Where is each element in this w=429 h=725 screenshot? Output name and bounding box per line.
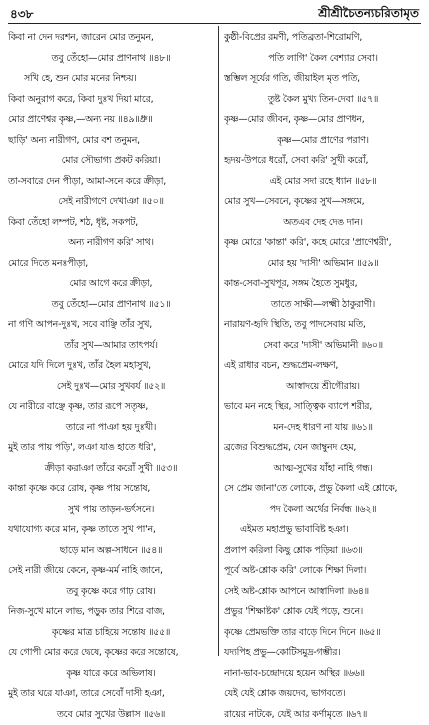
verse-line: সখি হে, শুন মোর মনের নিশ্চয়। [8, 69, 214, 90]
running-title: শ্রীশ্রীচৈতন্যচরিতামৃত [318, 5, 419, 25]
verse-line: এইমত মহাপ্রভু ভাবাবিষ্ট হঞা। [224, 520, 422, 541]
verse-line: কৃষ্ণ যারে করে অভিলাষ। [8, 664, 214, 685]
verse-line: প্রলাপ করিলা কিছু শ্লোক পড়িয়া ॥৬৩॥ [224, 541, 422, 562]
verse-line: কৃষ্ণে প্রেমভক্তি তার বাড়ে দিনে দিনে ॥৬৫॥ [224, 623, 422, 644]
verse-line: কান্তা কৃষ্ণে করে রোষ, কৃষ্ণ পায় সন্তোষ, [8, 479, 214, 500]
verse-line: রায়ের নাটকে, যেই আর কর্ণামৃতে ॥৬৭॥ [224, 705, 422, 725]
verse-line: মোর হয় 'দাসী' অভিমান ॥৫৯॥ [224, 254, 422, 275]
verse-line: অতএব দেহ দেঙ দান। [224, 213, 422, 234]
verse-line: তাতে সাক্ষী—লক্ষ্মী ঠাকুরাণী। [224, 295, 422, 316]
verse-line: ভাবে মন নহে স্থির, সাত্ত্বিক ব্যাপে শরীর, [224, 397, 422, 418]
verse-line: না গণি আপন-দুঃখ, সবে বাঞ্ছি তাঁর সুখ, [8, 315, 214, 336]
verse-line: ক্রীড়া করাঞা তাঁরে করোঁ সুখী ॥৫৩॥ [8, 459, 214, 480]
left-column [8, 28, 214, 725]
verse-line: হৃদয়-উপরে ধরোঁ, সেবা করি' সুখী করোঁ, [224, 151, 422, 172]
verse-line: তাঁর সুখ—আমার তাৎপর্য। [8, 336, 214, 357]
verse-line: সেই দুঃখ—মোর সুখবর্য ॥৫২॥ [8, 377, 214, 398]
verse-line: ছাড়ে মান অল্প-সাধনে ॥৫৪॥ [8, 541, 214, 562]
verse-line: সেই নারীগণে দেখাঞা ॥৫০॥ [8, 192, 214, 213]
verse-line: তবু তেঁহো—মোর প্রাণনাথ ॥৫১॥ [8, 295, 214, 316]
page-number: ৪৩৮ [10, 6, 33, 26]
verse-line: কিবা অনুরাগ করে, কিবা দুঃখ দিয়া মারে, [8, 90, 214, 111]
verse-line: তবে মোর সুখের উল্লাস ॥৫৬॥ [8, 705, 214, 725]
verse-line: কান্ত-সেবা-সুখপূর, সঙ্গম হৈতে সুমধুর, [224, 274, 422, 295]
verse-line: তুষ্ট কৈল মুখ্য তিন-দেবা ॥৫৭॥ [224, 90, 422, 111]
verse-line: ছাড়ি' অন্য নারীগণ, মোর বশ তনুমন, [8, 131, 214, 152]
verse-line: যে নারীরে বাঞ্ছে কৃষ্ণ, তার রূপে সতৃষ্ণ, [8, 397, 214, 418]
verse-line: যে গোপী মোর করে দ্বেষে, কৃষ্ণের করে সন্তোষে, [8, 643, 214, 664]
verse-line: মন-দেহ ধারণ না যায় ॥৬১॥ [224, 418, 422, 439]
verse-line: কৃষ্ণ—মোর প্রাণের পরাণ। [224, 131, 422, 152]
verse-line: পদ কৈলা অর্থের নির্বন্ধ ॥৬২॥ [224, 500, 422, 521]
verse-line: মোর সৌভাগ্য প্রকট করিয়া। [8, 151, 214, 172]
verse-line: কৃষ্ণের মাত্র চাহিয়ে সন্তোষ ॥৫৫॥ [8, 623, 214, 644]
verse-line: আত্ম-সুখের যাঁহা নাহি গন্ধ। [224, 459, 422, 480]
verse-line: মোর প্রাণেশ্বর কৃষ্ণ,—অন্য নয় ॥৪৯॥ধ্রু॥ [8, 110, 214, 131]
verse-line: আস্বাদয়ে শ্রীগৌরায়। [224, 377, 422, 398]
verse-line: তারে না পাঞা হয় দুঃখী। [8, 418, 214, 439]
verse-line: কিবা তেঁহো লম্পট, শঠ, ধৃষ্ট, সকপট, [8, 213, 214, 234]
verse-line: মোর সুখ—সেবনে, কৃষ্ণের সুখ—সঙ্গমে, [224, 192, 422, 213]
verse-line: সেবা করে 'দাসী' অভিমানী ॥৬০॥ [224, 336, 422, 357]
verse-line: মোর আগে করে ক্রীড়া, [8, 274, 214, 295]
verse-line: কিবা না দেন দরশন, জারেন মোর তনুমন, [8, 28, 214, 49]
verse-line: যদ্যপিহ প্রভু—কোটিসমুদ্র-গম্ভীর। [224, 643, 422, 664]
verse-line: সে প্রেম জানা'তে লোকে, প্রভু কৈলা এই শ্লোকে, [224, 479, 422, 500]
verse-line: মুই তার পায় পড়ি', লঞা যাঙ হাতে ধরি', [8, 438, 214, 459]
verse-line: অন্য নারীগণ করি' সাথ। [8, 233, 214, 254]
verse-line: মুই তার ঘরে যাঞা, তারে সেবোঁ দাসী হঞা, [8, 684, 214, 705]
verse-line: এই মোর সদা রহে ধ্যান ॥৫৮॥ [224, 172, 422, 193]
verse-line: নারায়ণ-হৃদি স্থিতি, তবু পাদসেবায় মতি, [224, 315, 422, 336]
verse-line: এই রাধার বচন, শুদ্ধপ্রেম-লক্ষণ, [224, 356, 422, 377]
column-divider [218, 26, 219, 656]
verse-line: পতি লাগি' কৈল বেশ্যার সেবা। [224, 49, 422, 70]
verse-line: সেই অষ্ট-শ্লোক আপনে আস্বাদিলা ॥৬৪॥ [224, 582, 422, 603]
verse-line: ব্রজের বিশুদ্ধপ্রেম, যেন জাম্বুনদ হেম, [224, 438, 422, 459]
verse-line: তবু তেঁহো—মোর প্রাণনাথ ॥৪৮॥ [8, 49, 214, 70]
verse-line: পূর্বে অষ্ট-শ্লোক করি' লোকে শিক্ষা দিলা। [224, 561, 422, 582]
verse-line: যেই যেই শ্লোক জয়দেব, ভাগবতে। [224, 684, 422, 705]
verse-line: তা-সবারে দেন পীড়া, আমা-সনে করে ক্রীড়া, [8, 172, 214, 193]
verse-line: সেই নারী জীয়ে কেনে, কৃষ্ণ-মর্ম নাহি জানে, [8, 561, 214, 582]
verse-line: প্রভুর 'শিক্ষাষ্টক' শ্লোক যেই পড়ে, শুনে। [224, 602, 422, 623]
verse-line: নানা-ভাব-চন্দ্রোদয়ে হয়েন অস্থির ॥৬৬॥ [224, 664, 422, 685]
verse-line: কৃষ্ণ—মোর জীবন, কৃষ্ণ—মোর প্রাণধন, [224, 110, 422, 131]
verse-line: নিজ-সুখে মানে লাভ, পড়ুক তার শিরে বাজ, [8, 602, 214, 623]
verse-line: তবু কৃষ্ণে করে গাঢ় রোষ। [8, 582, 214, 603]
verse-line: কৃষ্ণ মোরে 'কান্তা' করি', কহে মোরে 'প্রাণেশ্বরী', [224, 233, 422, 254]
verse-line: সুখ পায় তাড়ন-ভর্ৎসনে। [8, 500, 214, 521]
page-header [8, 4, 421, 24]
verse-line: স্তম্ভিল সূর্যের গতি, জীয়াইল মৃত পতি, [224, 69, 422, 90]
verse-line: যথাযোগ্য করে মান, কৃষ্ণ তাতে সুখ পা'ন, [8, 520, 214, 541]
verse-line: মোরে দিতে মনঃপীড়া, [8, 254, 214, 275]
right-column [224, 28, 422, 725]
verse-line: কুষ্ঠী-বিপ্রের রমণী, পতিব্রতা-শিরোমণি, [224, 28, 422, 49]
verse-line: মোরে যদি দিলে দুঃখ, তাঁর হৈল মহাসুখ, [8, 356, 214, 377]
